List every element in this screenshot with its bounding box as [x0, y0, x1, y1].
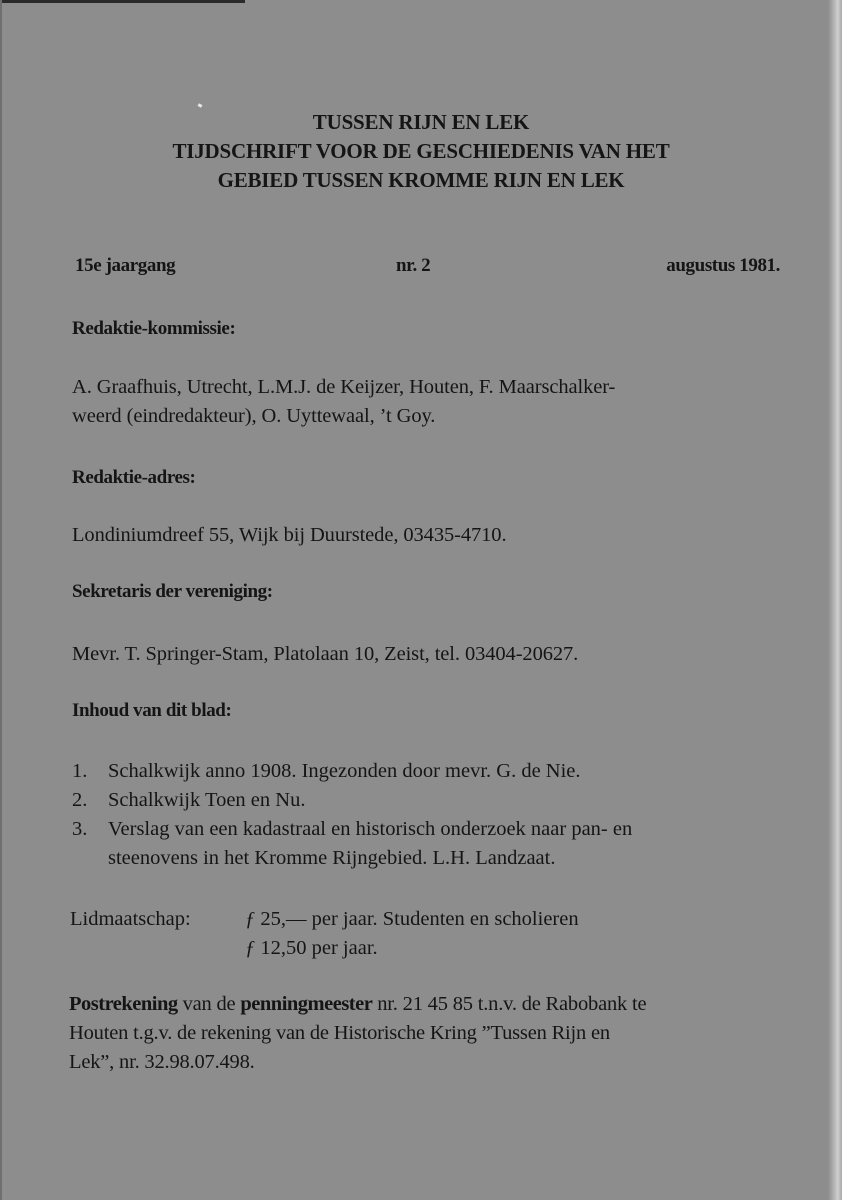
contents-item — [72, 815, 632, 873]
editorial-committee-label: Redaktie-kommissie: — [72, 318, 236, 339]
florin-symbol: ƒ — [245, 937, 256, 959]
treasurer-label: penningmeester — [240, 993, 373, 1015]
postal-account-label: Postrekening — [69, 993, 178, 1015]
florin-symbol: ƒ — [245, 908, 256, 930]
editorial-address-text: Londiniumdreef 55, Wijk bij Duurstede, 03435-4710. — [72, 524, 507, 546]
membership-terms: per jaar. Studenten en scholieren — [311, 908, 579, 930]
membership-fee-student — [245, 934, 378, 963]
membership-label: Lidmaatschap: — [70, 908, 191, 930]
secretary-label: Sekretaris der vereniging: — [72, 581, 273, 602]
editorial-address-label: Redaktie-adres: — [72, 467, 196, 488]
masthead-title: TUSSEN RIJN EN LEK — [312, 110, 530, 134]
contents-item — [72, 786, 305, 815]
issue-number: nr. 2 — [396, 255, 431, 276]
scan-top-edge — [0, 0, 245, 3]
membership-amount: 25,— — [260, 908, 307, 930]
contents-item-number: 2. — [72, 789, 88, 811]
editorial-committee-text — [72, 373, 615, 431]
masthead — [0, 108, 842, 195]
contents-item-text: Schalkwijk anno 1908. Ingezonden door mevr. G. de Nie. — [108, 760, 581, 782]
postal-account-line-2: Houten t.g.v. de rekening van de Historische Kring ”Tussen Rijn en — [69, 1022, 610, 1044]
postal-account-line-1 — [69, 990, 789, 1019]
contents-item-number: 3. — [72, 818, 88, 840]
contents-item-text: Schalkwijk Toen en Nu. — [108, 789, 306, 811]
editorial-committee-line-1: A. Graafhuis, Utrecht, L.M.J. de Keijzer, Houten, F. Maarschalker- — [72, 376, 616, 398]
editorial-committee-line-2: weerd (eindredakteur), O. Uyttewaal, ’t Goy. — [72, 405, 436, 427]
membership-amount: 12,50 — [260, 937, 307, 959]
contents-item-number: 1. — [72, 760, 88, 782]
issue-volume: 15e jaargang — [75, 255, 176, 276]
masthead-subtitle-2: GEBIED TUSSEN KROMME RIJN EN LEK — [217, 168, 625, 192]
postal-account-info — [69, 990, 789, 1077]
contents-item-text: Verslag van een kadastraal en historisch onderzoek naar pan- en — [108, 818, 633, 840]
contents-item-text-continued: steenovens in het Kromme Rijngebied. L.H. Landzaat. — [108, 847, 556, 869]
postal-account-number: nr. 21 45 85 t.n.v. de Rabobank te — [372, 993, 647, 1015]
contents-label: Inhoud van dit blad: — [72, 700, 232, 721]
masthead-subtitle-1: TIJDSCHRIFT VOOR DE GESCHIEDENIS VAN HET — [172, 139, 670, 163]
membership-fee-regular — [245, 905, 579, 934]
postal-account-text: van de — [177, 993, 241, 1015]
secretary-text: Mevr. T. Springer-Stam, Platolaan 10, Zeist, tel. 03404-20627. — [72, 643, 579, 665]
issue-date: augustus 1981. — [666, 255, 780, 276]
contents-item — [72, 757, 581, 786]
postal-account-line-3: Lek”, nr. 32.98.07.498. — [69, 1051, 255, 1073]
membership-terms: per jaar. — [311, 937, 378, 959]
